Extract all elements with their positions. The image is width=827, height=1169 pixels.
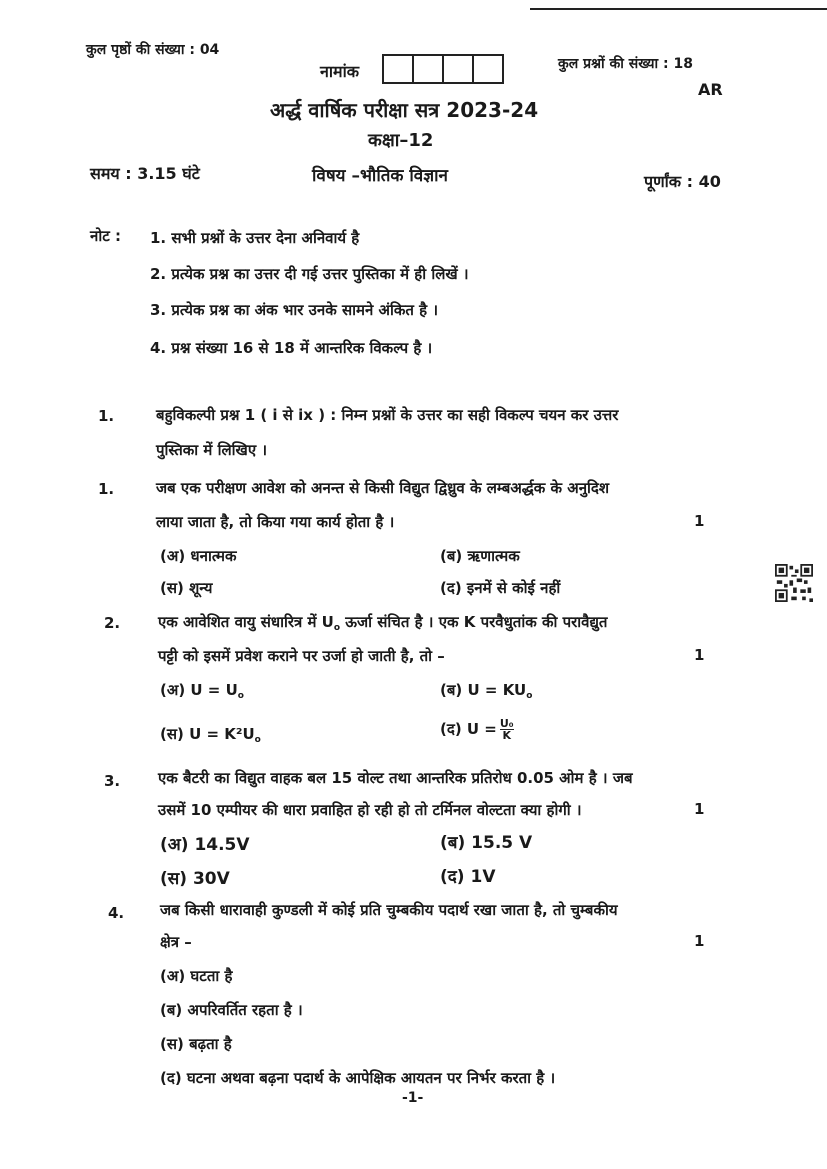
note-item: 1. सभी प्रश्नों के उत्तर देना अनिवार्य है	[150, 229, 360, 247]
option: (स) शून्य	[160, 579, 213, 597]
option: (स) बढ़ता है	[160, 1035, 232, 1053]
option: (ब) 15.5 V	[440, 833, 533, 853]
page-number: -1-	[402, 1090, 424, 1106]
option: (ब) अपरिवर्तित रहता है ।	[160, 1001, 303, 1019]
question-text: जब किसी धारावाही कुण्डली में कोई प्रति चुम्बकीय पदार्थ रखा जाता है, तो चुम्बकीय	[160, 901, 618, 919]
question-marks: 1	[694, 932, 705, 950]
paper-code: AR	[698, 80, 723, 99]
note-item: 3. प्रत्येक प्रश्न का अंक भार उनके सामने अंकित है ।	[150, 301, 439, 319]
roll-cell[interactable]	[384, 56, 414, 82]
question-text: पट्टी को इसमें प्रवेश कराने पर उर्जा हो जाती है, तो –	[158, 647, 445, 665]
class-label: कक्षा–12	[368, 130, 434, 151]
question-marks: 1	[694, 646, 705, 664]
question-text: क्षेत्र –	[160, 933, 192, 951]
question-text: एक आवेशित वायु संधारित्र में $U_o$ ऊर्जा संचित है । एक K परवैधुतांक की परावैद्युत	[158, 613, 608, 633]
roll-label: नामांक	[320, 62, 360, 81]
option: (द) इनमें से कोई नहीं	[440, 579, 561, 597]
max-marks: पूर्णांक : 40	[644, 172, 721, 191]
note-item: 2. प्रत्येक प्रश्न का उत्तर दी गई उत्तर पुस्तिका में ही लिखें ।	[150, 265, 469, 283]
exam-title: अर्द्ध वार्षिक परीक्षा सत्र 2023-24	[270, 98, 539, 122]
question-marks: 1	[694, 800, 705, 818]
top-rule	[530, 8, 827, 10]
qr-code-icon	[775, 564, 813, 602]
option: (द) U = $\frac{\text{U₀}}{K}$	[440, 717, 514, 742]
note-label: नोट :	[90, 227, 121, 245]
roll-cell[interactable]	[474, 56, 502, 82]
question-text: एक बैटरी का विद्युत वाहक बल 15 वोल्ट तथा आन्तरिक प्रतिरोध 0.05 ओम है । जब	[158, 769, 633, 787]
note-item: 4. प्रश्न संख्या 16 से 18 में आन्तरिक विकल्प है ।	[150, 339, 433, 357]
option: (अ) घटता है	[160, 967, 233, 985]
total-questions: कुल प्रश्नों की संख्या : 18	[558, 56, 693, 72]
section-instruction: बहुविकल्पी प्रश्न 1 ( i से ix ) : निम्न प्रश्नों के उत्तर का सही विकल्प चयन कर उत्तर	[156, 406, 619, 424]
question-number: 1.	[98, 480, 115, 498]
fraction: $\frac{\text{U₀}}{K}$	[499, 717, 514, 742]
subject: विषय –भौतिक विज्ञान	[312, 166, 448, 186]
option: (स) $U = K^2U_o$	[160, 725, 261, 745]
exam-time: समय : 3.15 घंटे	[90, 164, 200, 183]
roll-cell[interactable]	[414, 56, 444, 82]
section-instruction: पुस्तिका में लिखिए ।	[156, 441, 268, 459]
section-number: 1.	[98, 407, 115, 425]
question-number: 3.	[104, 772, 121, 790]
option: (ब) $U = KU_o$	[440, 681, 533, 701]
option: (अ) $U = U_o$	[160, 681, 244, 701]
question-text: जब एक परीक्षण आवेश को अनन्त से किसी विद्युत द्विध्रुव के लम्बअर्द्धक के अनुदिश	[156, 479, 610, 497]
roll-cell[interactable]	[444, 56, 474, 82]
option: (द) घटना अथवा बढ़ना पदार्थ के आपेक्षिक आयतन पर निर्भर करता है ।	[160, 1069, 556, 1087]
option: (ब) ऋणात्मक	[440, 547, 520, 565]
total-pages: कुल पृष्ठों की संख्या : 04	[86, 42, 220, 58]
question-text: उसमें 10 एम्पीयर की धारा प्रवाहित हो रही हो तो टर्मिनल वोल्टता क्या होगी ।	[158, 801, 582, 819]
question-marks: 1	[694, 512, 705, 530]
option: (अ) धनात्मक	[160, 547, 237, 565]
question-number: 4.	[108, 904, 125, 922]
question-number: 2.	[104, 614, 121, 632]
question-text: लाया जाता है, तो किया गया कार्य होता है ।	[156, 513, 395, 531]
option: (अ) 14.5V	[160, 835, 250, 855]
option: (स) 30V	[160, 869, 230, 889]
roll-number-box[interactable]	[382, 54, 504, 84]
option: (द) 1V	[440, 867, 496, 887]
